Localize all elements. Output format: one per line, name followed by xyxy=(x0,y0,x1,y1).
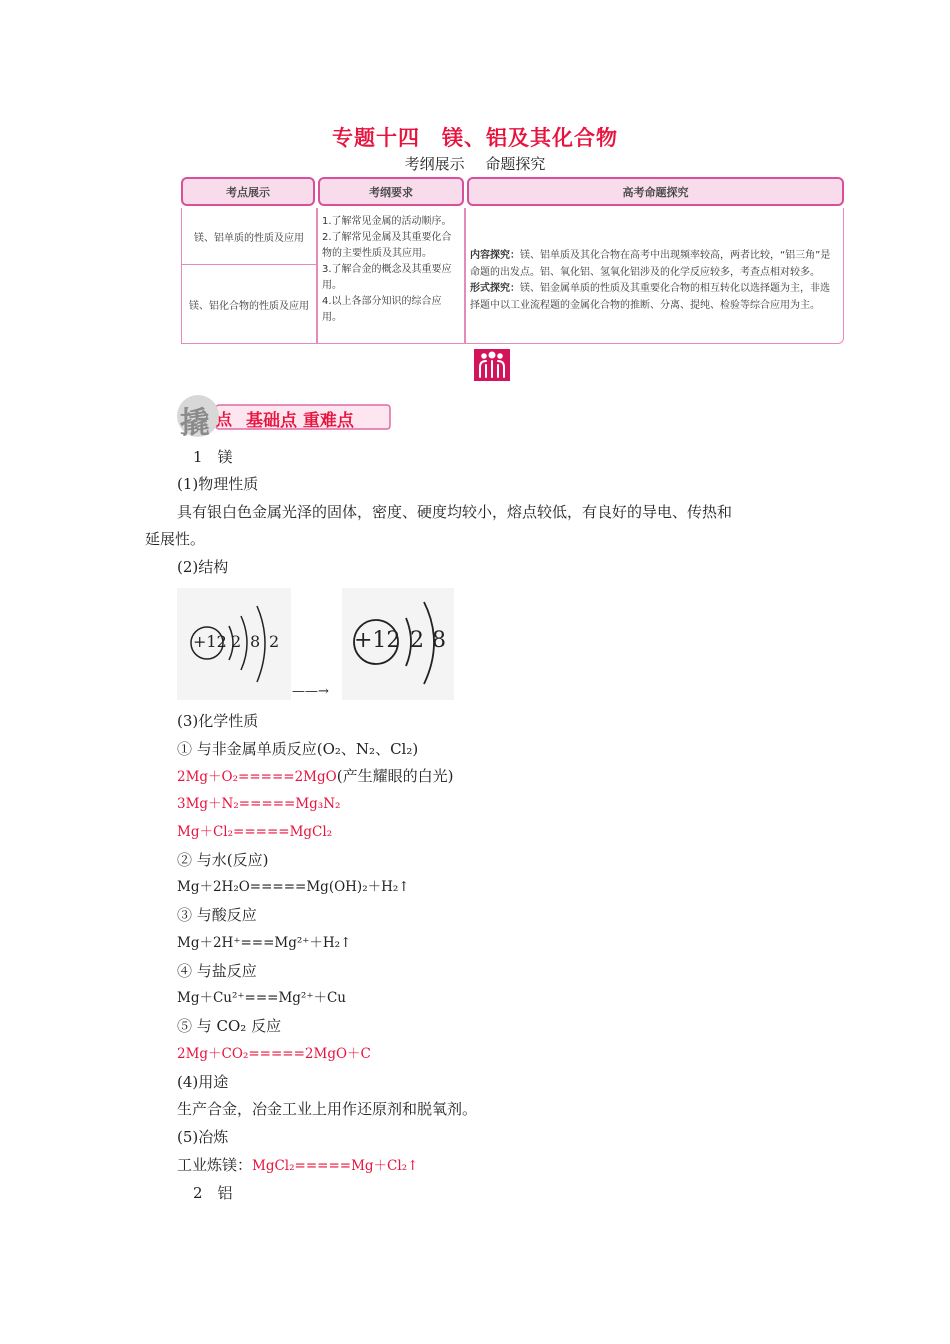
requirement-4: 4.以上各部分知识的综合应用。 xyxy=(322,296,442,323)
section-heading-al: 2 铝 xyxy=(193,1184,233,1202)
section-heading-mg: 1 镁 xyxy=(193,448,233,466)
reaction-co2-title: ⑤ 与 CO₂ 反应 xyxy=(177,1017,282,1035)
mg-ion-nucleus: +12 xyxy=(354,628,401,653)
content-text: 镁、铝单质及其化合物在高考中出现频率较高，两者比较，“铝三角”是命题的出发点。铝、氧化铝、氢氧化铝涉及的化学反应较多，考查点相对较多。 xyxy=(470,250,831,278)
topics-column xyxy=(181,208,317,344)
physical-properties-line2: 延展性。 xyxy=(145,530,206,548)
reaction-o2-line xyxy=(177,766,453,787)
form-text: 镁、铝金属单质的性质及其重要化合物的相互转化以选择题为主，非选择题中以工业流程题的金属化合物的推断、分离、提纯、检验等综合应用为主。 xyxy=(470,283,830,311)
chemical-properties-title: (3)化学性质 xyxy=(177,712,259,730)
mg-ion-shell-1: 2 xyxy=(410,628,424,653)
reaction-water-equation: Mg＋2H₂O=====Mg(OH)₂＋H₂↑ xyxy=(177,879,410,895)
physical-properties-line1: 具有银白色金属光泽的固体，密度、硬度均较小，熔点较低，有良好的导电、传热和 xyxy=(177,503,733,521)
syllabus-table xyxy=(181,177,844,344)
smelting-title: (5)冶炼 xyxy=(177,1128,229,1146)
mg-ion-shell-2: 8 xyxy=(432,628,446,653)
mg-ion-diagram xyxy=(342,588,454,700)
structure-title: (2)结构 xyxy=(177,558,229,576)
smelting-label: 工业炼镁： xyxy=(177,1156,253,1174)
requirement-2: 2.了解常见金属及其重要化合物的主要性质及其应用。 xyxy=(322,232,452,259)
mg-atom-nucleus: +12 xyxy=(193,632,227,651)
reaction-acid-title: ③ 与酸反应 xyxy=(177,906,257,924)
requirement-1: 1.了解常见金属的活动顺序。 xyxy=(322,216,452,227)
form-label: 形式探究： xyxy=(470,283,520,294)
subtitle-exploration: 命题探究 xyxy=(485,155,546,173)
reaction-salt-title: ④ 与盐反应 xyxy=(177,962,257,980)
section-logo-icon xyxy=(474,349,510,381)
page-subtitle xyxy=(0,153,950,174)
reaction-nonmetal-title: ① 与非金属单质反应(O₂、N₂、Cl₂) xyxy=(177,740,419,758)
content-exploration xyxy=(470,248,839,281)
reaction-acid-equation: Mg＋2H⁺===Mg²⁺＋H₂↑ xyxy=(177,935,352,951)
content-label: 内容探究： xyxy=(470,250,520,261)
reaction-cl2-equation: Mg＋Cl₂=====MgCl₂ xyxy=(177,824,333,840)
requirement-3: 3.了解合金的概念及其重要应用。 xyxy=(322,264,452,291)
conversion-arrow: ——→ xyxy=(292,684,329,699)
reaction-salt-equation: Mg＋Cu²⁺===Mg²⁺＋Cu xyxy=(177,990,346,1006)
uses-title: (4)用途 xyxy=(177,1073,229,1091)
mg-atom-shell-3: 2 xyxy=(269,632,280,651)
table-header-exploration: 高考命题探究 xyxy=(467,177,844,206)
banner-label: 基础点 重难点 xyxy=(246,411,354,431)
smelting-line xyxy=(177,1155,418,1176)
table-header-requirements: 考纲要求 xyxy=(318,177,464,206)
smelting-equation: MgCl₂=====Mg＋Cl₂↑ xyxy=(252,1158,419,1174)
mg-atom-shell-1: 2 xyxy=(231,632,242,651)
reaction-co2-equation: 2Mg＋CO₂=====2MgO＋C xyxy=(177,1046,371,1062)
page-title: 专题十四 镁、铝及其化合物 xyxy=(332,126,618,150)
mg-atom-shell-2: 8 xyxy=(250,632,261,651)
banner-badge-tail: 点 xyxy=(216,410,233,429)
reaction-n2-equation: 3Mg＋N₂=====Mg₃N₂ xyxy=(177,796,341,812)
reaction-o2-equation: 2Mg＋O₂=====2MgO xyxy=(177,769,337,785)
exploration-column xyxy=(465,208,844,344)
requirements-column xyxy=(317,208,465,344)
subtitle-outline: 考纲展示 xyxy=(404,155,465,173)
uses-text: 生产合金，冶金工业上用作还原剂和脱氧剂。 xyxy=(177,1100,478,1118)
section-banner xyxy=(176,393,392,439)
topic-cell-1: 镁、铝单质的性质及应用 xyxy=(182,208,316,265)
table-header-topics: 考点展示 xyxy=(181,177,315,206)
physical-properties-title: (1)物理性质 xyxy=(177,475,259,493)
banner-badge: 撬 xyxy=(180,406,210,441)
mg-atom-diagram xyxy=(177,588,291,700)
topic-cell-2: 镁、铝化合物的性质及应用 xyxy=(189,300,309,312)
form-exploration xyxy=(470,281,839,314)
reaction-water-title: ② 与水(反应) xyxy=(177,851,269,869)
reaction-o2-note: (产生耀眼的白光) xyxy=(336,767,454,785)
